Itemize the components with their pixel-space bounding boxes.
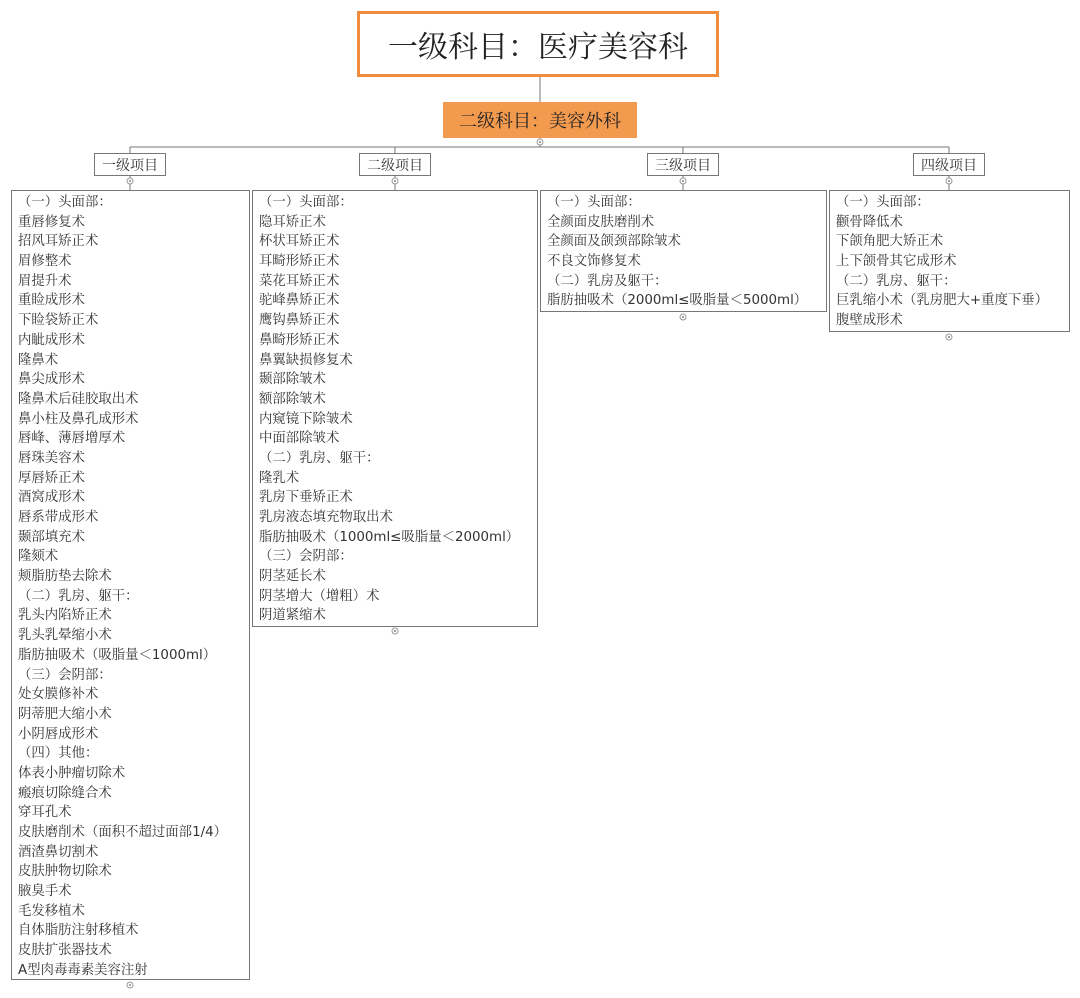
project-list-level-2[interactable]	[252, 190, 538, 627]
list-item: 毛发移植术	[18, 903, 85, 919]
list-item: A型肉毒毒素美容注射	[18, 962, 148, 978]
category-heading: （三）会阴部：	[259, 549, 353, 565]
list-item: 唇峰、薄唇增厚术	[18, 431, 126, 447]
list-item: 鼻小柱及鼻孔成形术	[18, 411, 139, 427]
list-item: 鹰钩鼻矫正术	[259, 313, 340, 329]
list-item: 招风耳矫正术	[18, 234, 99, 250]
list-item: 隆鼻术后硅胶取出术	[18, 391, 139, 407]
category-heading: （二）乳房、躯干：	[18, 588, 139, 604]
level-node-1[interactable]	[94, 153, 166, 176]
list-item: 耳畸形矫正术	[259, 254, 340, 270]
sub-title: 二级科目：美容外科	[459, 111, 621, 132]
list-item: 内眦成形术	[18, 332, 85, 348]
list-item: 眉修整术	[18, 254, 72, 270]
level-node-4[interactable]	[913, 153, 985, 176]
list-item: 隐耳矫正术	[259, 214, 326, 230]
category-heading: （二）乳房、躯干：	[259, 450, 380, 466]
level-node-3[interactable]	[647, 153, 719, 176]
list-item: 内窥镜下除皱术	[259, 411, 353, 427]
list-item: 阴道紧缩术	[259, 608, 326, 624]
list-item: 颞部除皱术	[259, 372, 326, 388]
list-item: 鼻畸形矫正术	[259, 332, 340, 348]
list-item: 穿耳孔术	[18, 805, 72, 821]
root-title: 一级科目：医疗美容科	[388, 30, 688, 65]
level-label: 一级项目	[102, 157, 158, 174]
list-item: 唇珠美容术	[18, 450, 85, 466]
level-label: 二级项目	[367, 157, 423, 174]
category-heading: （一）头面部：	[547, 195, 641, 210]
list-item: 下睑袋矫正术	[18, 313, 99, 329]
list-item: 皮肤肿物切除术	[18, 864, 112, 880]
list-item: 腹壁成形术	[836, 313, 903, 329]
level-node-2[interactable]	[359, 153, 431, 176]
project-list-level-4[interactable]	[829, 190, 1070, 332]
root-node[interactable]	[357, 11, 719, 77]
list-item: 隆鼻术	[18, 352, 59, 368]
list-item: 巨乳缩小术（乳房肥大+重度下垂）	[836, 293, 1049, 309]
list-item: 重唇修复术	[18, 214, 85, 230]
list-item: 唇系带成形术	[18, 510, 99, 525]
list-item: 颊脂肪垫去除术	[18, 569, 112, 585]
list-item: 鼻翼缺损修复术	[259, 352, 353, 368]
category-heading: （三）会阴部：	[18, 667, 112, 683]
category-heading: （二）乳房、躯干：	[836, 273, 957, 289]
list-item: 酒窝成形术	[18, 490, 85, 506]
list-item: 隆乳术	[259, 470, 300, 486]
list-item: 体表小肿瘤切除术	[18, 765, 126, 781]
list-item: 皮肤扩张器技术	[18, 943, 112, 959]
list-item: 瘢痕切除缝合术	[18, 785, 112, 801]
category-heading: （四）其他：	[18, 746, 99, 762]
list-item: 阴茎延长术	[259, 569, 326, 585]
list-item: 全颜面及颌颈部除皱术	[547, 234, 681, 250]
category-heading: （一）头面部：	[259, 195, 353, 210]
list-item: 脂肪抽吸术（2000ml≤吸脂量＜5000ml）	[547, 293, 808, 309]
list-item: 厚唇矫正术	[18, 470, 85, 486]
list-item: 隆颏术	[18, 549, 59, 565]
list-item: 驼峰鼻矫正术	[259, 293, 340, 309]
list-item: 鼻尖成形术	[18, 372, 85, 388]
list-item: 上下颌骨其它成形术	[836, 254, 957, 270]
list-item: 菜花耳矫正术	[259, 273, 340, 289]
list-item: 眉提升术	[18, 273, 72, 289]
list-item: 重睑成形术	[18, 293, 85, 309]
list-item: 杯状耳矫正术	[259, 234, 340, 250]
list-item: 颧骨降低术	[836, 214, 903, 230]
list-item: 颞部填充术	[18, 529, 85, 545]
level-label: 三级项目	[655, 157, 711, 174]
list-item: 自体脂肪注射移植术	[18, 923, 139, 939]
list-item: 不良文饰修复术	[547, 254, 641, 270]
list-item: 脂肪抽吸术（1000ml≤吸脂量＜2000ml）	[259, 529, 520, 545]
list-item: 中面部除皱术	[259, 431, 340, 447]
category-heading: （二）乳房及躯干：	[547, 273, 668, 289]
list-item: 乳头内陷矫正术	[18, 608, 112, 624]
category-heading: （一）头面部：	[18, 195, 112, 210]
list-item: 乳房液态填充物取出术	[259, 510, 393, 525]
list-item: 小阴唇成形术	[18, 726, 99, 742]
list-item: 脂肪抽吸术（吸脂量＜1000ml）	[18, 647, 217, 663]
list-item: 下颌角肥大矫正术	[836, 234, 944, 250]
list-item: 腋臭手术	[18, 884, 72, 900]
sub-node[interactable]	[443, 102, 637, 138]
project-list-level-3[interactable]	[540, 190, 827, 312]
list-item: 乳头乳晕缩小术	[18, 628, 112, 644]
list-item: 额部除皱术	[259, 391, 326, 407]
list-item: 阴茎增大（增粗）术	[259, 588, 380, 604]
list-item: 乳房下垂矫正术	[259, 490, 353, 506]
project-list-level-1[interactable]	[11, 190, 250, 980]
level-label: 四级项目	[921, 157, 977, 174]
list-item: 阴蒂肥大缩小术	[18, 706, 112, 722]
list-item: 全颜面皮肤磨削术	[547, 214, 655, 230]
list-item: 皮肤磨削术（面积不超过面部1/4）	[18, 825, 228, 840]
category-heading: （一）头面部：	[836, 195, 930, 210]
list-item: 酒渣鼻切割术	[18, 844, 99, 860]
list-item: 处女膜修补术	[18, 687, 99, 703]
